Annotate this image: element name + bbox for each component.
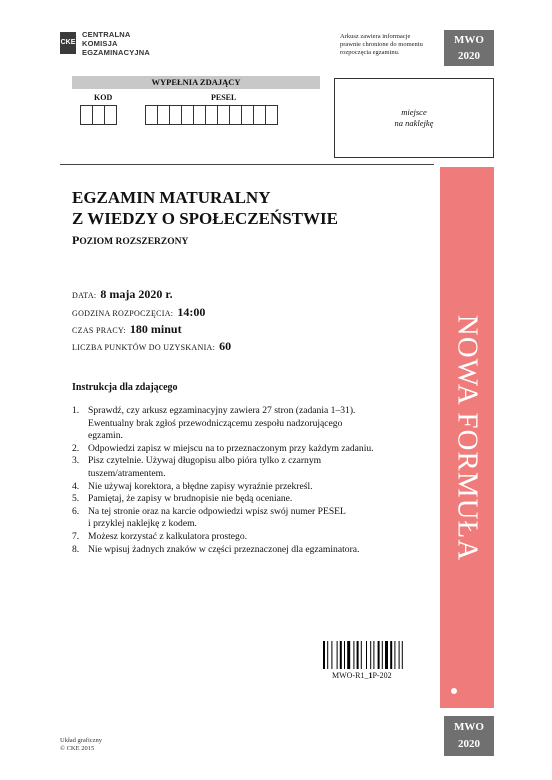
- date-value: 8 maja 2020 r.: [100, 287, 173, 301]
- exam-level: [72, 233, 188, 248]
- level-rest: OZIOM ROZSZERZONY: [79, 237, 189, 247]
- instructions-list: [72, 405, 427, 556]
- footer-line-2: © CKE 2015: [60, 745, 95, 752]
- instruction-line: Na tej stronie oraz na karcie odpowiedzi wpisz swój numer PESEL: [88, 505, 346, 517]
- points-value: 60: [219, 339, 232, 353]
- points-label: LICZBA PUNKTÓW DO UZYSKANIA:: [72, 343, 216, 352]
- side-band-label: [440, 167, 494, 708]
- date-label: DATA:: [72, 291, 97, 300]
- instruction-item: [72, 481, 427, 494]
- barcode-label-prefix: MWO-R1_: [332, 671, 369, 680]
- exam-duration: [72, 322, 182, 337]
- instruction-line: egzamin.: [88, 430, 123, 442]
- notice-line-3: rozpoczęcia egzaminu.: [340, 49, 400, 56]
- instruction-text: [88, 493, 427, 506]
- institution-line-1: CENTRALNA: [82, 30, 131, 39]
- instruction-line: Odpowiedzi zapisz w miejscu na to przeznaczonym przy każdym zadaniu.: [88, 442, 374, 454]
- duration-value: 180 minut: [129, 322, 182, 336]
- instruction-line: Sprawdź, czy arkusz egzaminacyjny zawiera 27 stron (zadania 1–31).: [88, 405, 356, 416]
- barcode-label-bold: 1: [368, 671, 373, 680]
- exam-title-line-1: EGZAMIN MATURALNY: [72, 188, 271, 207]
- exam-title-line-2: Z WIEDZY O SPOŁECZEŃSTWIE: [72, 209, 338, 228]
- exam-code-badge-top: [444, 30, 494, 66]
- band-dot: [451, 688, 457, 694]
- instruction-item: [72, 455, 427, 480]
- instruction-item: [72, 506, 427, 531]
- instruction-number: 1.: [72, 405, 80, 416]
- instruction-text: [88, 443, 427, 456]
- exam-date: [72, 287, 173, 302]
- footer-credit: [60, 737, 102, 753]
- instruction-item: [72, 405, 427, 443]
- sticker-line-1: miejsce: [401, 107, 427, 117]
- instruction-line: Pisz czytelnie. Używaj długopisu albo pióra tylko z czarnym: [88, 455, 322, 467]
- side-band-text: NOWA FORMUŁA: [451, 314, 484, 561]
- exam-title: [72, 187, 338, 229]
- start-value: 14:00: [177, 305, 206, 319]
- instruction-item: [72, 493, 427, 506]
- institution-name: [82, 30, 150, 57]
- instruction-text: [88, 531, 427, 544]
- instructions-title: Instrukcja dla zdającego: [72, 382, 178, 393]
- footer-line-1: Układ graficzny: [60, 737, 103, 744]
- instruction-text: [88, 506, 427, 531]
- instruction-line: Nie wpisuj żadnych znaków w części przeznaczonej dla egzaminatora.: [88, 543, 360, 555]
- instruction-item: [72, 443, 427, 456]
- instruction-number: 2.: [72, 442, 80, 454]
- candidate-section-header: WYPEŁNIA ZDAJĄCY: [72, 76, 320, 89]
- sticker-placeholder: [334, 78, 494, 158]
- barcode-label: [332, 671, 392, 680]
- instruction-line: Możesz korzystać z kalkulatora prostego.: [88, 530, 248, 542]
- instruction-text: [88, 481, 427, 494]
- kod-cell[interactable]: [104, 105, 117, 125]
- exam-code-badge-bottom: [444, 716, 494, 756]
- sticker-line-2: na naklejkę: [394, 118, 434, 128]
- confidentiality-notice: [340, 33, 440, 57]
- exam-points: [72, 339, 231, 354]
- pesel-input-cells[interactable]: [145, 105, 277, 125]
- kod-input-cells[interactable]: [80, 105, 116, 125]
- notice-line-2: prawnie chronione do momentu: [340, 41, 423, 48]
- barcode-label-suffix: P-202: [372, 671, 392, 680]
- level-initial: P: [72, 233, 80, 247]
- instruction-text: [88, 455, 427, 480]
- instruction-line: Pamiętaj, że zapisy w brudnopisie nie będą oceniane.: [88, 493, 293, 505]
- barcode-image: [323, 641, 433, 669]
- exam-code: MWO: [454, 34, 484, 46]
- instruction-line: tuszem/atramentem.: [88, 467, 166, 479]
- cke-logo-icon: CKE: [60, 32, 76, 54]
- duration-label: CZAS PRACY:: [72, 326, 126, 335]
- start-label: GODZINA ROZPOCZĘCIA:: [72, 309, 174, 318]
- institution-line-3: EGZAMINACYJNA: [82, 48, 151, 57]
- institution-line-2: KOMISJA: [82, 39, 118, 48]
- instruction-number: 4.: [72, 480, 80, 492]
- instruction-number: 5.: [72, 493, 80, 505]
- instruction-text: [88, 405, 427, 443]
- instruction-number: 8.: [72, 543, 80, 555]
- instruction-number: 6.: [72, 505, 80, 517]
- instruction-line: i przyklej naklejkę z kodem.: [88, 518, 197, 530]
- instruction-number: 3.: [72, 455, 80, 467]
- instruction-item: [72, 544, 427, 557]
- exam-year-bottom: 2020: [458, 738, 480, 750]
- pesel-label: PESEL: [211, 93, 237, 102]
- instruction-line: Nie używaj korektora, a błędne zapisy wyraźnie przekreśl.: [88, 480, 313, 492]
- instruction-number: 7.: [72, 530, 80, 542]
- divider: [60, 164, 434, 165]
- notice-line-1: Arkusz zawiera informacje: [340, 33, 411, 40]
- instruction-text: [88, 544, 427, 557]
- pesel-cell[interactable]: [265, 105, 278, 125]
- instruction-line: Ewentualny brak zgłoś przewodniczącemu zespołu nadzorującego: [88, 417, 343, 429]
- kod-label: KOD: [94, 93, 113, 102]
- exam-year: 2020: [458, 50, 480, 62]
- instruction-item: [72, 531, 427, 544]
- exam-code-bottom: MWO: [454, 721, 484, 733]
- exam-start: [72, 305, 205, 320]
